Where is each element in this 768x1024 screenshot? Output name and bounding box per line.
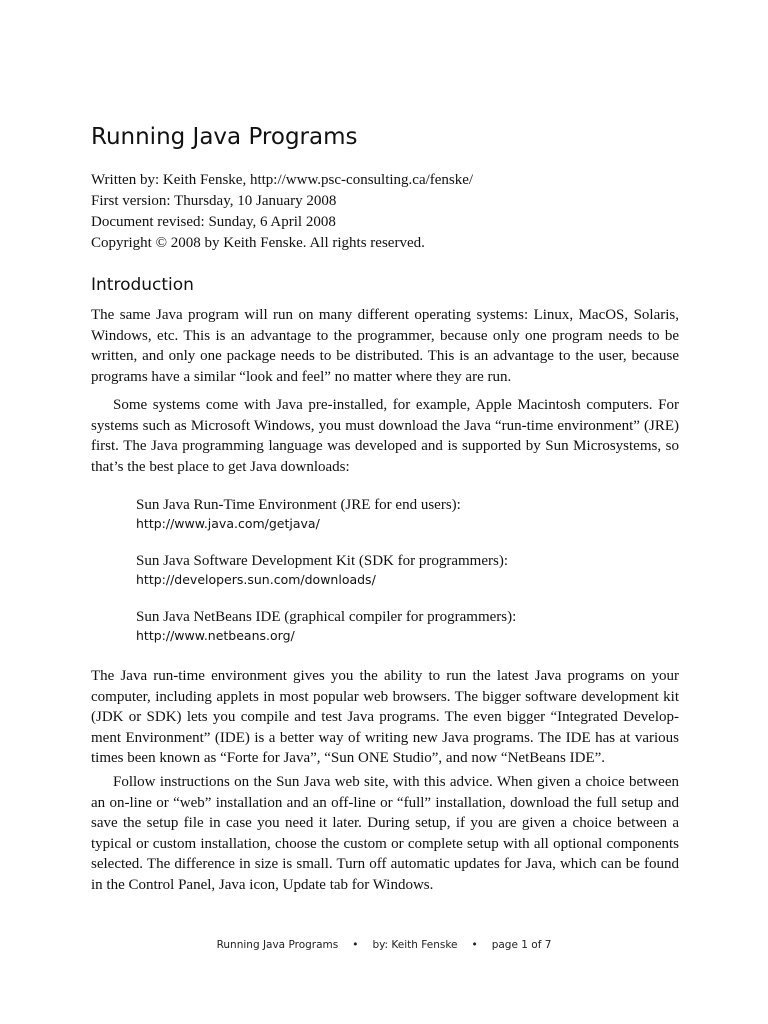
- download-entry-netbeans: [136, 608, 676, 645]
- download-url-sdk: http://developers.sun.com/downloads/: [136, 572, 376, 587]
- paragraph-intro-2: Some systems come with Java pre-installed, for example, Apple Macintosh computers. For systems such as Microsoft Windows, you must download the Java “run-time environment” (JRE) first. The Java programming language was developed and is supported by Sun Microsystems, so that’s the best place to get Java downloads:: [91, 397, 679, 475]
- footer-author: by: Keith Fenske: [372, 939, 458, 951]
- document-page: [91, 0, 679, 1024]
- download-label-netbeans: Sun Java NetBeans IDE (graphical compiler for programmers):: [136, 609, 517, 625]
- meta-copyright: Copyright © 2008 by Keith Fenske. All rights reserved.: [91, 235, 425, 251]
- footer-page-number: page 1 of 7: [491, 939, 552, 951]
- meta-author: Written by: Keith Fenske, http://www.psc-consulting.ca/fenske/: [91, 172, 474, 188]
- footer-separator: •: [352, 939, 359, 951]
- download-label-sdk: Sun Java Software Development Kit (SDK for programmers):: [136, 553, 508, 569]
- page-footer: [0, 939, 768, 951]
- paragraph-jre-sdk: The Java run-time environment gives you the ability to run the latest Java programs on your computer, including applets in most popular web browsers. The bigger software development kit (JDK or SDK) lets you compile and test Java programs. The even bigger “Integrated Development Environment” (IDE) is a better way of writing new Java programs. The IDE has at various times been known as “Forte for Java”, “Sun ONE Studio”, and now “NetBeans IDE”.: [91, 668, 679, 766]
- meta-first-version: First version: Thursday, 10 January 2008: [91, 193, 337, 209]
- footer-title: Running Java Programs: [216, 939, 339, 951]
- document-meta: [91, 170, 679, 254]
- footer-separator: •: [471, 939, 478, 951]
- meta-revised: Document revised: Sunday, 6 April 2008: [91, 214, 336, 230]
- paragraph-intro-1: The same Java program will run on many different operating systems: Linux, MacOS, Solaris, Windows, etc. This is an advantage to the programmer, because only one program needs to be written, and only one package needs to be distributed. This is an advantage to the user, because programs have a similar “look and feel” no matter where they are run.: [91, 307, 679, 385]
- page-title: Running Java Programs: [91, 124, 358, 150]
- section-heading-introduction: Introduction: [91, 275, 194, 295]
- download-entry-jre: [136, 496, 676, 533]
- download-url-netbeans: http://www.netbeans.org/: [136, 628, 295, 643]
- download-url-jre: http://www.java.com/getjava/: [136, 516, 320, 531]
- download-entry-sdk: [136, 552, 676, 589]
- download-label-jre: Sun Java Run-Time Environment (JRE for end users):: [136, 497, 461, 513]
- paragraph-install-advice: Follow instructions on the Sun Java web site, with this advice. When given a choice between an on-line or “web” installation and an off-line or “full” installation, download the full setup and save the setup file in case you need it later. During setup, if you are given a choice between a typical or custom installation, choose the custom or complete setup with all optional components selected. The difference in size is small. Turn off automatic updates for Java, which can be found in the Control Panel, Java icon, Update tab for Windows.: [91, 774, 679, 893]
